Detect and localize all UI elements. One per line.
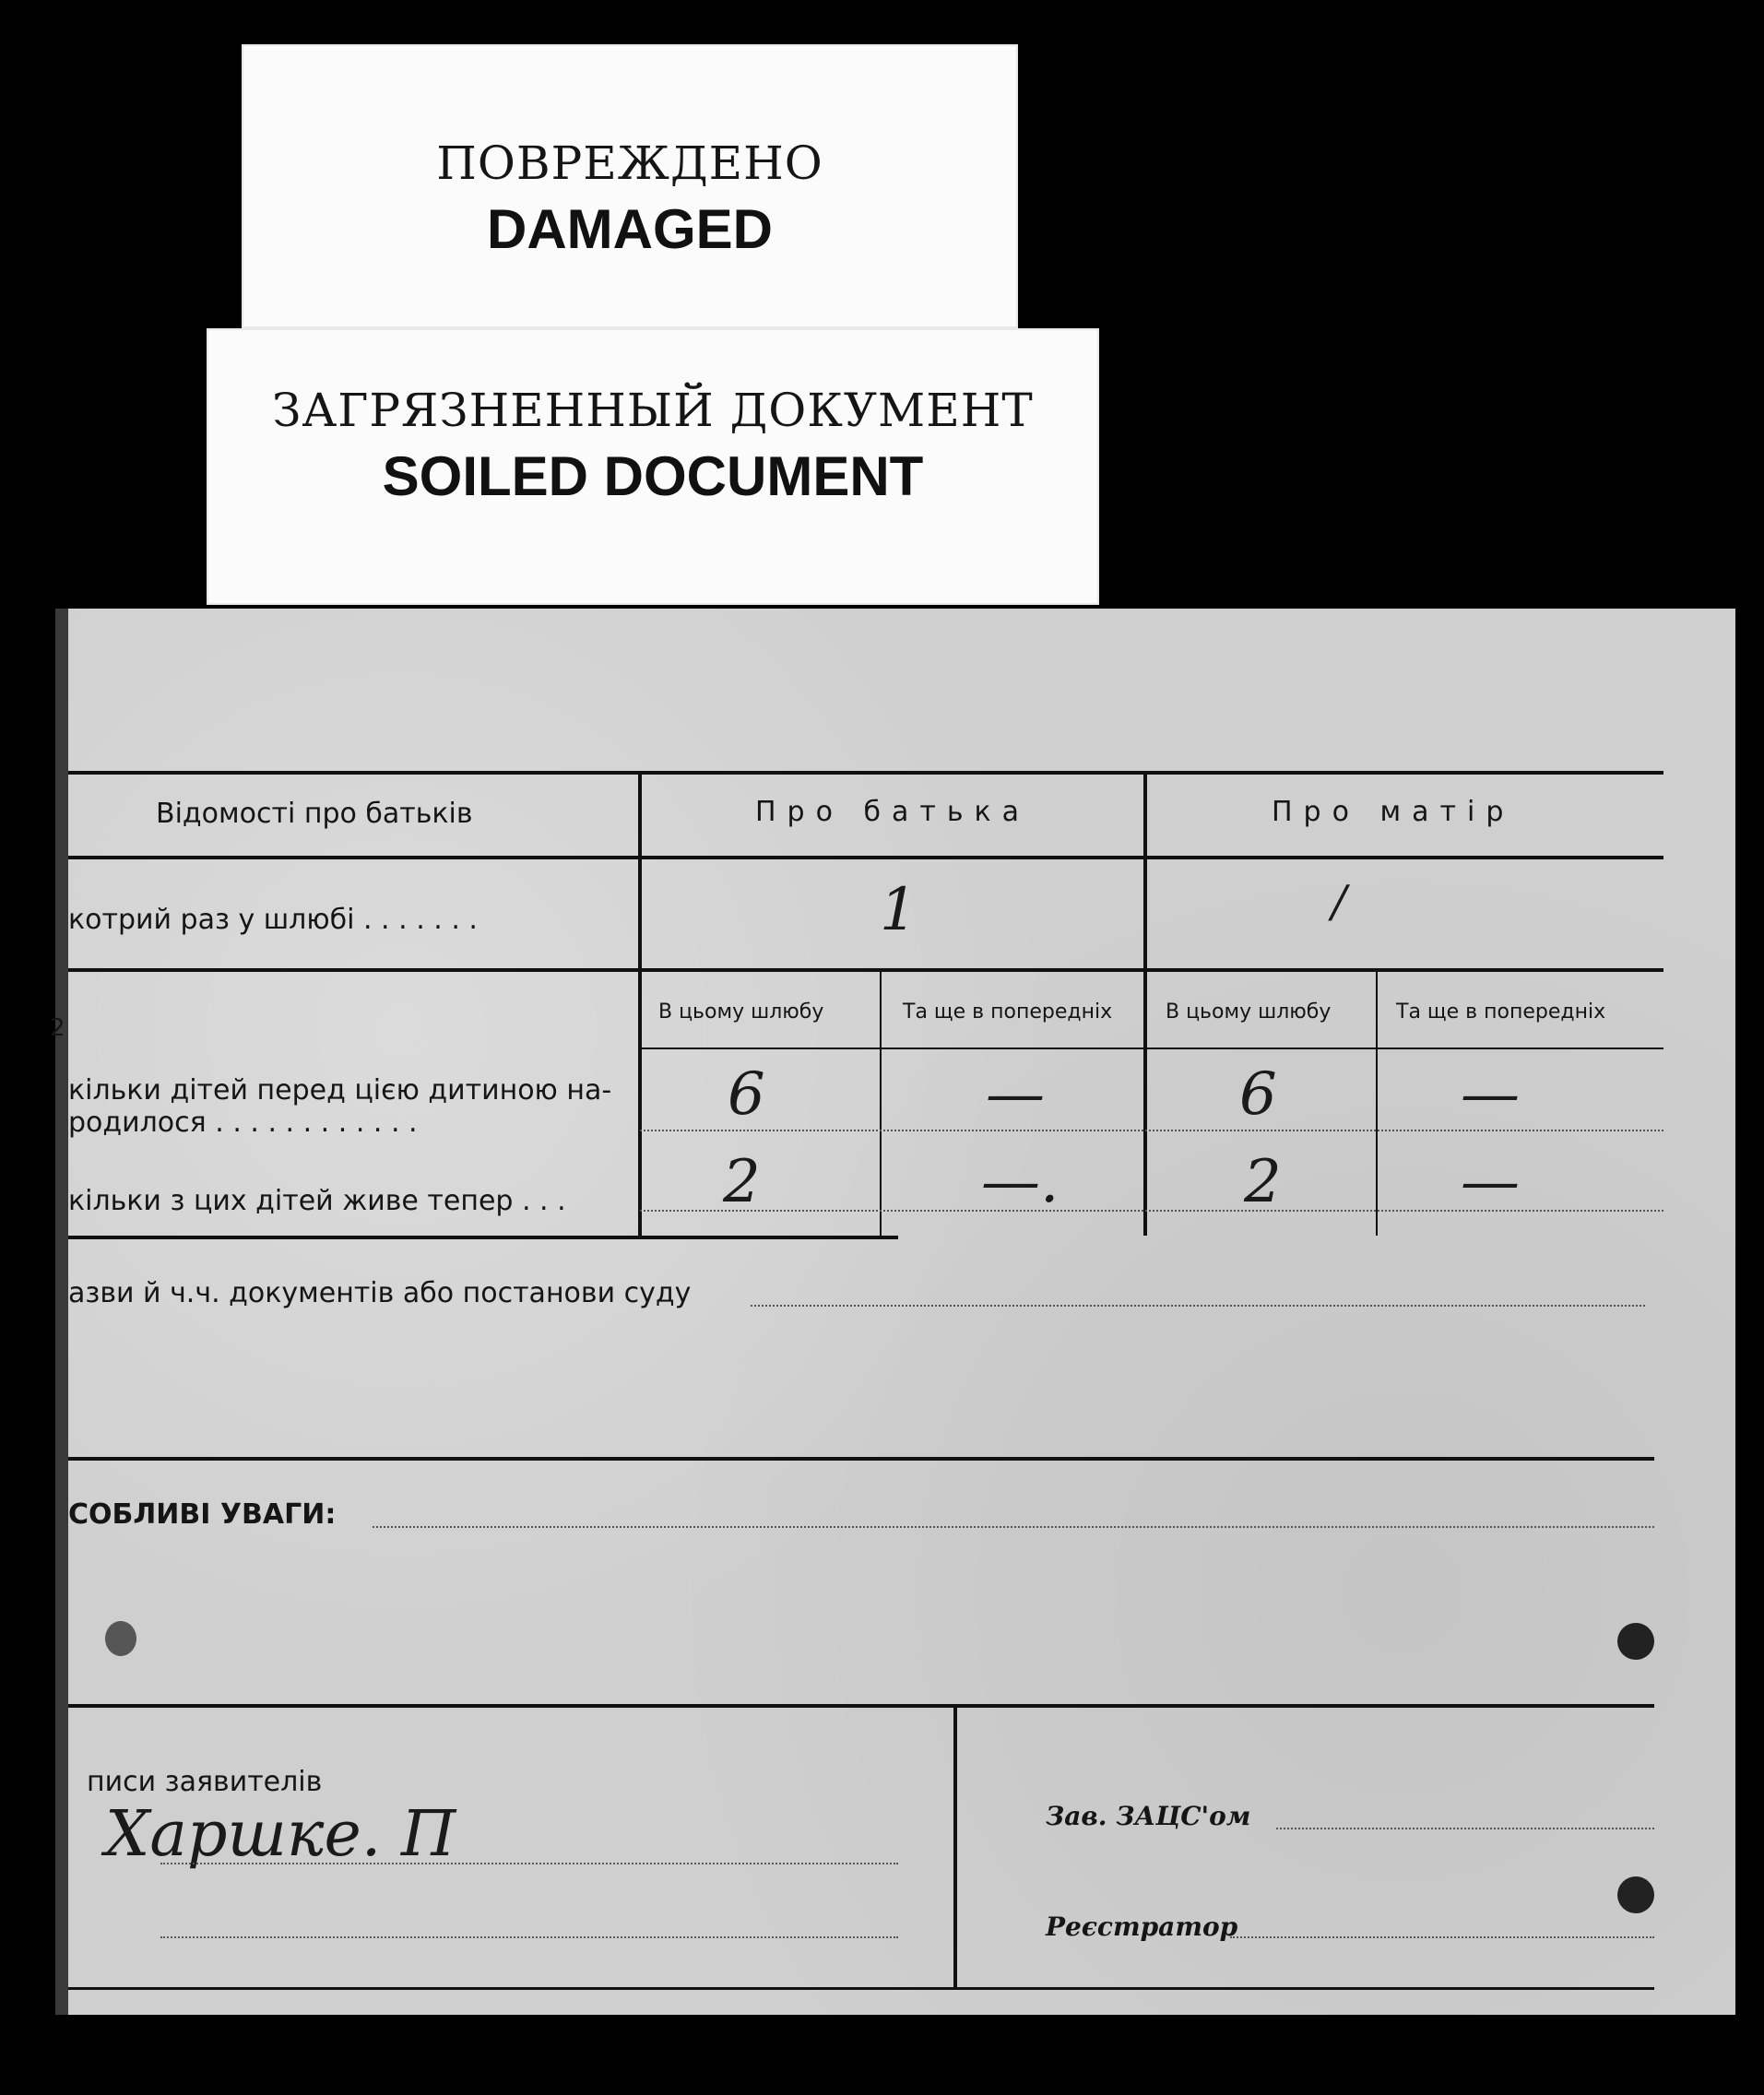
ink-stain	[105, 1621, 136, 1656]
registrar-dotline	[1230, 1936, 1654, 1938]
table-top-border	[68, 771, 1663, 775]
col-divider-mother-sub	[1376, 968, 1378, 1236]
subheader-bottom-border	[640, 1048, 1663, 1049]
children-born-father-prev: —	[986, 1060, 1045, 1129]
head-label: Зав. ЗАЦС'ом	[1046, 1801, 1251, 1831]
punch-hole-1	[1617, 1623, 1654, 1660]
subheader-father-prev: Та ще в попередніх	[903, 1000, 1113, 1024]
marriage-row-label: котрий раз у шлюбі . . . . . . .	[68, 904, 478, 936]
damaged-label-en: DAMAGED	[487, 198, 773, 260]
damaged-label-ru: ПОВРЕЖДЕНО	[436, 136, 823, 190]
head-dotline	[1276, 1828, 1654, 1829]
children-born-mother-prev: —	[1461, 1060, 1520, 1129]
documents-label: азви й ч.ч. документів або постанови суду	[68, 1277, 692, 1309]
subheader-mother-prev: Та ще в попередніх	[1396, 1000, 1606, 1024]
children-born-label-2: родилося . . . . . . . . . . . .	[68, 1107, 418, 1139]
marriage-father-value: 1	[880, 876, 918, 944]
children-born-label-1: кільки дітей перед цією дитиною на-	[68, 1074, 612, 1107]
documents-dotline	[751, 1305, 1645, 1307]
remarks-top-border	[68, 1457, 1654, 1461]
children-alive-dotline	[640, 1210, 1663, 1212]
children-alive-father-prev: —.	[981, 1148, 1060, 1216]
soiled-label-en: SOILED DOCUMENT	[382, 445, 924, 507]
damaged-label-card	[242, 44, 1018, 328]
children-born-dotline	[640, 1130, 1663, 1131]
remarks-label: СОБЛИВІ УВАГИ:	[68, 1498, 337, 1531]
header-bottom-border	[68, 856, 1663, 859]
signatures-divider	[953, 1704, 957, 1990]
children-alive-label: кільки з цих дітей живе тепер . . .	[68, 1185, 566, 1217]
children-born-father-this: 6	[728, 1060, 765, 1129]
header-mother: Про матір	[1272, 796, 1515, 828]
header-info: Відомості про батьків	[156, 798, 473, 830]
children-alive-mother-prev: —	[1461, 1148, 1520, 1216]
children-alive-father-this: 2	[723, 1148, 761, 1216]
table-bottom-border	[68, 1236, 898, 1239]
marriage-mother-value: /	[1332, 876, 1347, 928]
soiled-label-card	[207, 328, 1099, 605]
registrar-label: Реєстратор	[1046, 1912, 1238, 1942]
applicants-label: писи заявителів	[87, 1766, 323, 1798]
document-paper	[50, 609, 1735, 2015]
applicant-dotline-2	[160, 1936, 898, 1938]
header-father: Про батька	[755, 796, 1031, 828]
subheader-father-this: В цьому шлюбу	[658, 1000, 824, 1024]
children-alive-mother-this: 2	[1244, 1148, 1282, 1216]
applicant-dotline-1	[160, 1863, 898, 1864]
marriage-row-bottom-border	[68, 968, 1663, 972]
remarks-dotline	[373, 1526, 1654, 1528]
bottom-border	[68, 1987, 1654, 1990]
signatures-top-border	[68, 1704, 1654, 1708]
row-number-2: 2	[50, 1014, 65, 1042]
col-divider-info	[638, 771, 642, 1236]
col-divider-father-sub	[880, 968, 882, 1236]
punch-hole-2	[1617, 1876, 1654, 1913]
children-born-mother-this: 6	[1239, 1060, 1277, 1129]
col-divider-parents	[1143, 771, 1147, 1236]
subheader-mother-this: В цьому шлюбу	[1166, 1000, 1332, 1024]
soiled-label-ru: ЗАГРЯЗНЕННЫЙ ДОКУМЕНТ	[272, 384, 1034, 437]
applicant-signature: Харшке. П	[105, 1798, 456, 1871]
